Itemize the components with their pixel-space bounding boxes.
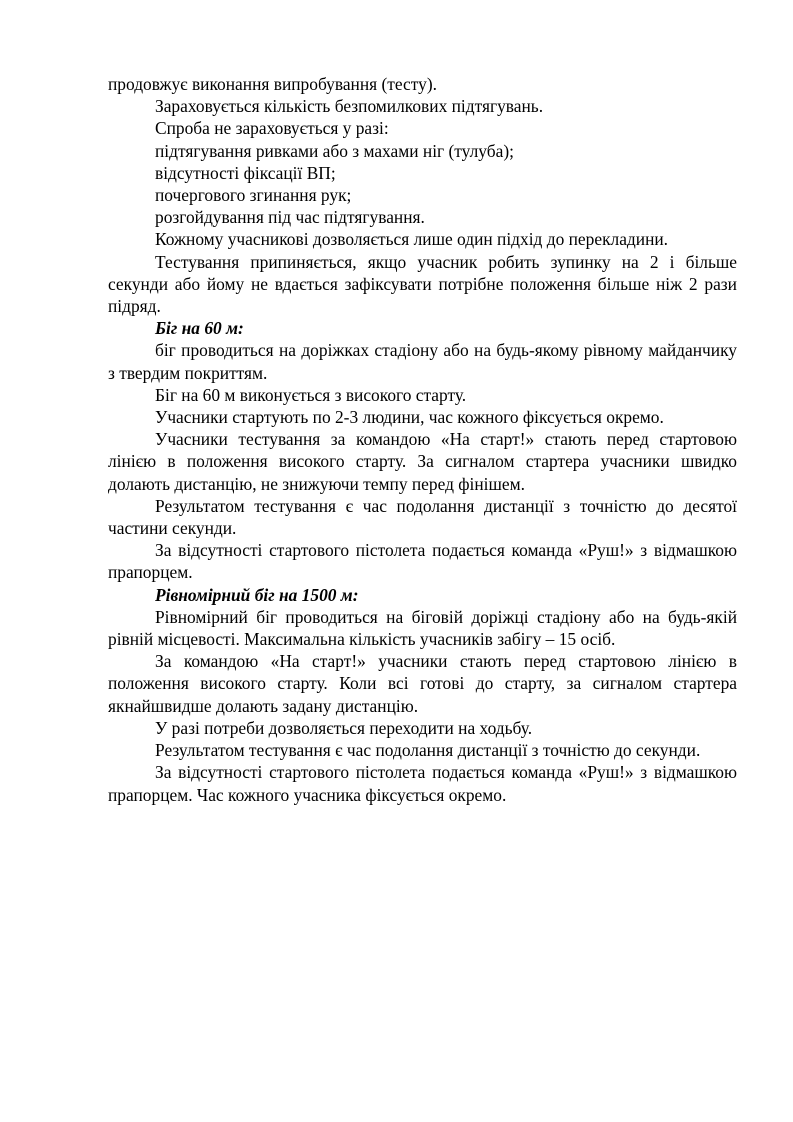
paragraph: Результатом тестування є час подолання дистанції з точністю до десятої частини секунди. xyxy=(108,495,737,539)
document-page xyxy=(108,73,737,806)
section-heading-60m: Біг на 60 м: xyxy=(155,318,244,339)
section-heading-1500m: Рівномірний біг на 1500 м: xyxy=(155,584,359,605)
paragraph: Кожному учасникові дозволяється лише один підхід до перекладини. xyxy=(155,229,669,250)
paragraph: Зараховується кількість безпомилкових підтягувань. xyxy=(155,96,544,117)
paragraph: Учасники тестування за командою «На старт!» стають перед стартовою лінією в положення високого старту. За сигналом стартера учасники швидко долають дистанцію, не знижуючи темпу перед фінішем. xyxy=(108,429,737,494)
list-item: підтягування ривками або з махами ніг (тулуба); xyxy=(155,140,514,161)
paragraph: Учасники стартують по 2-3 людини, час кожного фіксується окремо. xyxy=(155,407,664,428)
paragraph: За відсутності стартового пістолета подається команда «Руш!» з відмашкою прапорцем. xyxy=(108,540,737,583)
paragraph: Результатом тестування є час подолання дистанції з точністю до секунди. xyxy=(155,740,701,761)
paragraph: біг проводиться на доріжках стадіону або на будь-якому рівному майданчику з твердим покриттям. xyxy=(108,340,737,383)
list-item: розгойдування під час підтягування. xyxy=(155,207,425,228)
list-item: відсутності фіксації ВП; xyxy=(155,162,336,183)
paragraph: Рівномірний біг проводиться на біговій доріжці стадіону або на будь-якій рівній місцевості. Максимальна кількість учасників забігу – 15 осіб. xyxy=(108,606,737,650)
paragraph: Біг на 60 м виконується з високого старту. xyxy=(155,384,467,405)
list-item: почергового згинання рук; xyxy=(155,185,352,206)
paragraph: У разі потреби дозволяється переходити на ходьбу. xyxy=(155,717,533,738)
paragraph: продовжує виконання випробування (тесту). xyxy=(108,74,437,94)
paragraph: За відсутності стартового пістолета подається команда «Руш!» з відмашкою прапорцем. Час кожного учасника фіксується окремо. xyxy=(108,762,737,805)
paragraph: Тестування припиняється, якщо учасник робить зупинку на 2 і більше секунди або йому не вдається зафіксувати потрібне положення більше ніж 2 рази підряд. xyxy=(108,251,737,317)
paragraph: За командою «На старт!» учасники стають перед стартовою лінією в положення високого старту. Коли всі готові до старту, за сигналом стартера якнайшвидше долають задану дистанцію. xyxy=(108,651,737,716)
paragraph: Спроба не зараховується у разі: xyxy=(155,118,389,139)
